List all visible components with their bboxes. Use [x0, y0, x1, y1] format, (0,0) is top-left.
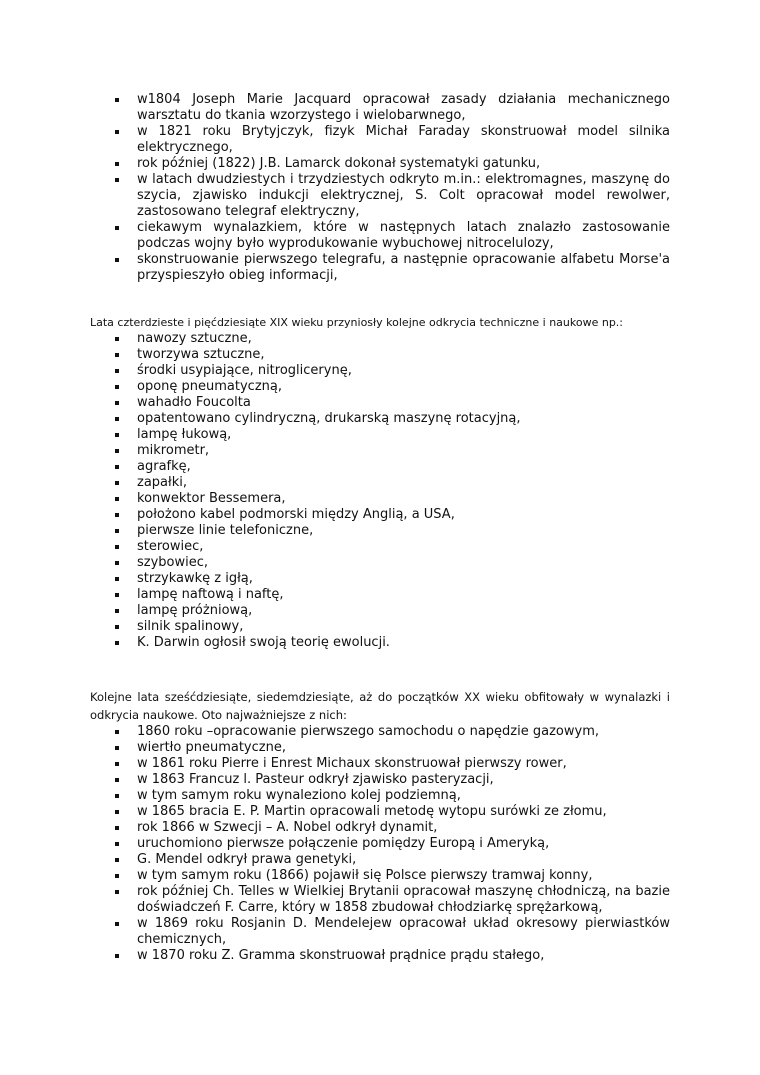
- list-item: w latach dwudziestych i trzydziestych odkryto m.in.: elektromagnes, maszynę do szycia, zjawisko indukcji elektrycznej, S. Colt opracował model rewolwer, zastosowano telegraf elektryczny,: [90, 172, 670, 220]
- list-item: w tym samym roku (1866) pojawił się Polsce pierwszy tramwaj konny,: [90, 868, 670, 884]
- list-item: w 1863 Francuz l. Pasteur odkrył zjawisko pasteryzacji,: [90, 772, 670, 788]
- list-item: G. Mendel odkrył prawa genetyki,: [90, 852, 670, 868]
- list-item: ciekawym wynalazkiem, które w następnych latach znalazło zastosowanie podczas wojny było wyprodukowanie wybuchowej nitrocelulozy,: [90, 220, 670, 252]
- list-item: lampę łukową,: [90, 427, 670, 443]
- list-item: środki usypiające, nitroglicerynę,: [90, 363, 670, 379]
- list-item: w 1870 roku Z. Gramma skonstruował prądnice prądu stałego,: [90, 948, 670, 964]
- list-item: konwektor Bessemera,: [90, 491, 670, 507]
- list-item: silnik spalinowy,: [90, 619, 670, 635]
- list-item: rok 1866 w Szwecji – A. Nobel odkrył dynamit,: [90, 820, 670, 836]
- section-2-intro: Lata czterdzieste i pięćdziesiąte XIX wieku przyniosły kolejne odkrycia techniczne i naukowe np.:: [90, 316, 624, 329]
- list-item: rok później (1822) J.B. Lamarck dokonał systematyki gatunku,: [90, 156, 670, 172]
- list-item: w tym samym roku wynaleziono kolej podziemną,: [90, 788, 670, 804]
- list-item: strzykawkę z igłą,: [90, 571, 670, 587]
- section-3: [90, 688, 670, 964]
- list-item: sterowiec,: [90, 539, 670, 555]
- list-item: wiertło pneumatyczne,: [90, 740, 670, 756]
- bullet-list-3: [90, 724, 670, 964]
- section-1: [90, 92, 670, 284]
- list-item: skonstruowanie pierwszego telegrafu, a następnie opracowanie alfabetu Morse'a przyspieszyło obieg informacji,: [90, 252, 670, 284]
- list-item: wahadło Foucolta: [90, 395, 670, 411]
- section-3-intro: Kolejne lata sześćdziesiąte, siedemdziesiąte, aż do początków XX wieku obfitowały w wynalazki i odkrycia naukowe. Oto najważniejsze z nich:: [90, 690, 670, 722]
- list-item: mikrometr,: [90, 443, 670, 459]
- bullet-list-2: [90, 331, 670, 651]
- list-item: 1860 roku –opracowanie pierwszego samochodu o napędzie gazowym,: [90, 724, 670, 740]
- list-item: nawozy sztuczne,: [90, 331, 670, 347]
- list-item: w1804 Joseph Marie Jacquard opracował zasady działania mechanicznego warsztatu do tkania wzorzystego i wielobarwnego,: [90, 92, 670, 124]
- list-item: oponę pneumatyczną,: [90, 379, 670, 395]
- list-item: opatentowano cylindryczną, drukarską maszynę rotacyjną,: [90, 411, 670, 427]
- list-item: rok później Ch. Telles w Wielkiej Brytanii opracował maszynę chłodniczą, na bazie doświadczeń F. Carre, który w 1858 zbudował chłodziarkę sprężarkową,: [90, 884, 670, 916]
- list-item: w 1861 roku Pierre i Enrest Michaux skonstruował pierwszy rower,: [90, 756, 670, 772]
- bullet-list-1: [90, 92, 670, 284]
- section-2: [90, 315, 670, 651]
- list-item: w 1821 roku Brytyjczyk, fizyk Michał Faraday skonstruował model silnika elektrycznego,: [90, 124, 670, 156]
- list-item: pierwsze linie telefoniczne,: [90, 523, 670, 539]
- list-item: uruchomiono pierwsze połączenie pomiędzy Europą i Ameryką,: [90, 836, 670, 852]
- list-item: w 1865 bracia E. P. Martin opracowali metodę wytopu surówki ze złomu,: [90, 804, 670, 820]
- list-item: w 1869 roku Rosjanin D. Mendelejew opracował układ okresowy pierwiastków chemicznych,: [90, 916, 670, 948]
- list-item: położono kabel podmorski między Anglią, a USA,: [90, 507, 670, 523]
- list-item: szybowiec,: [90, 555, 670, 571]
- list-item: zapałki,: [90, 475, 670, 491]
- list-item: agrafkę,: [90, 459, 670, 475]
- list-item: lampę naftową i naftę,: [90, 587, 670, 603]
- list-item: lampę próżniową,: [90, 603, 670, 619]
- list-item: tworzywa sztuczne,: [90, 347, 670, 363]
- list-item: K. Darwin ogłosił swoją teorię ewolucji.: [90, 635, 670, 651]
